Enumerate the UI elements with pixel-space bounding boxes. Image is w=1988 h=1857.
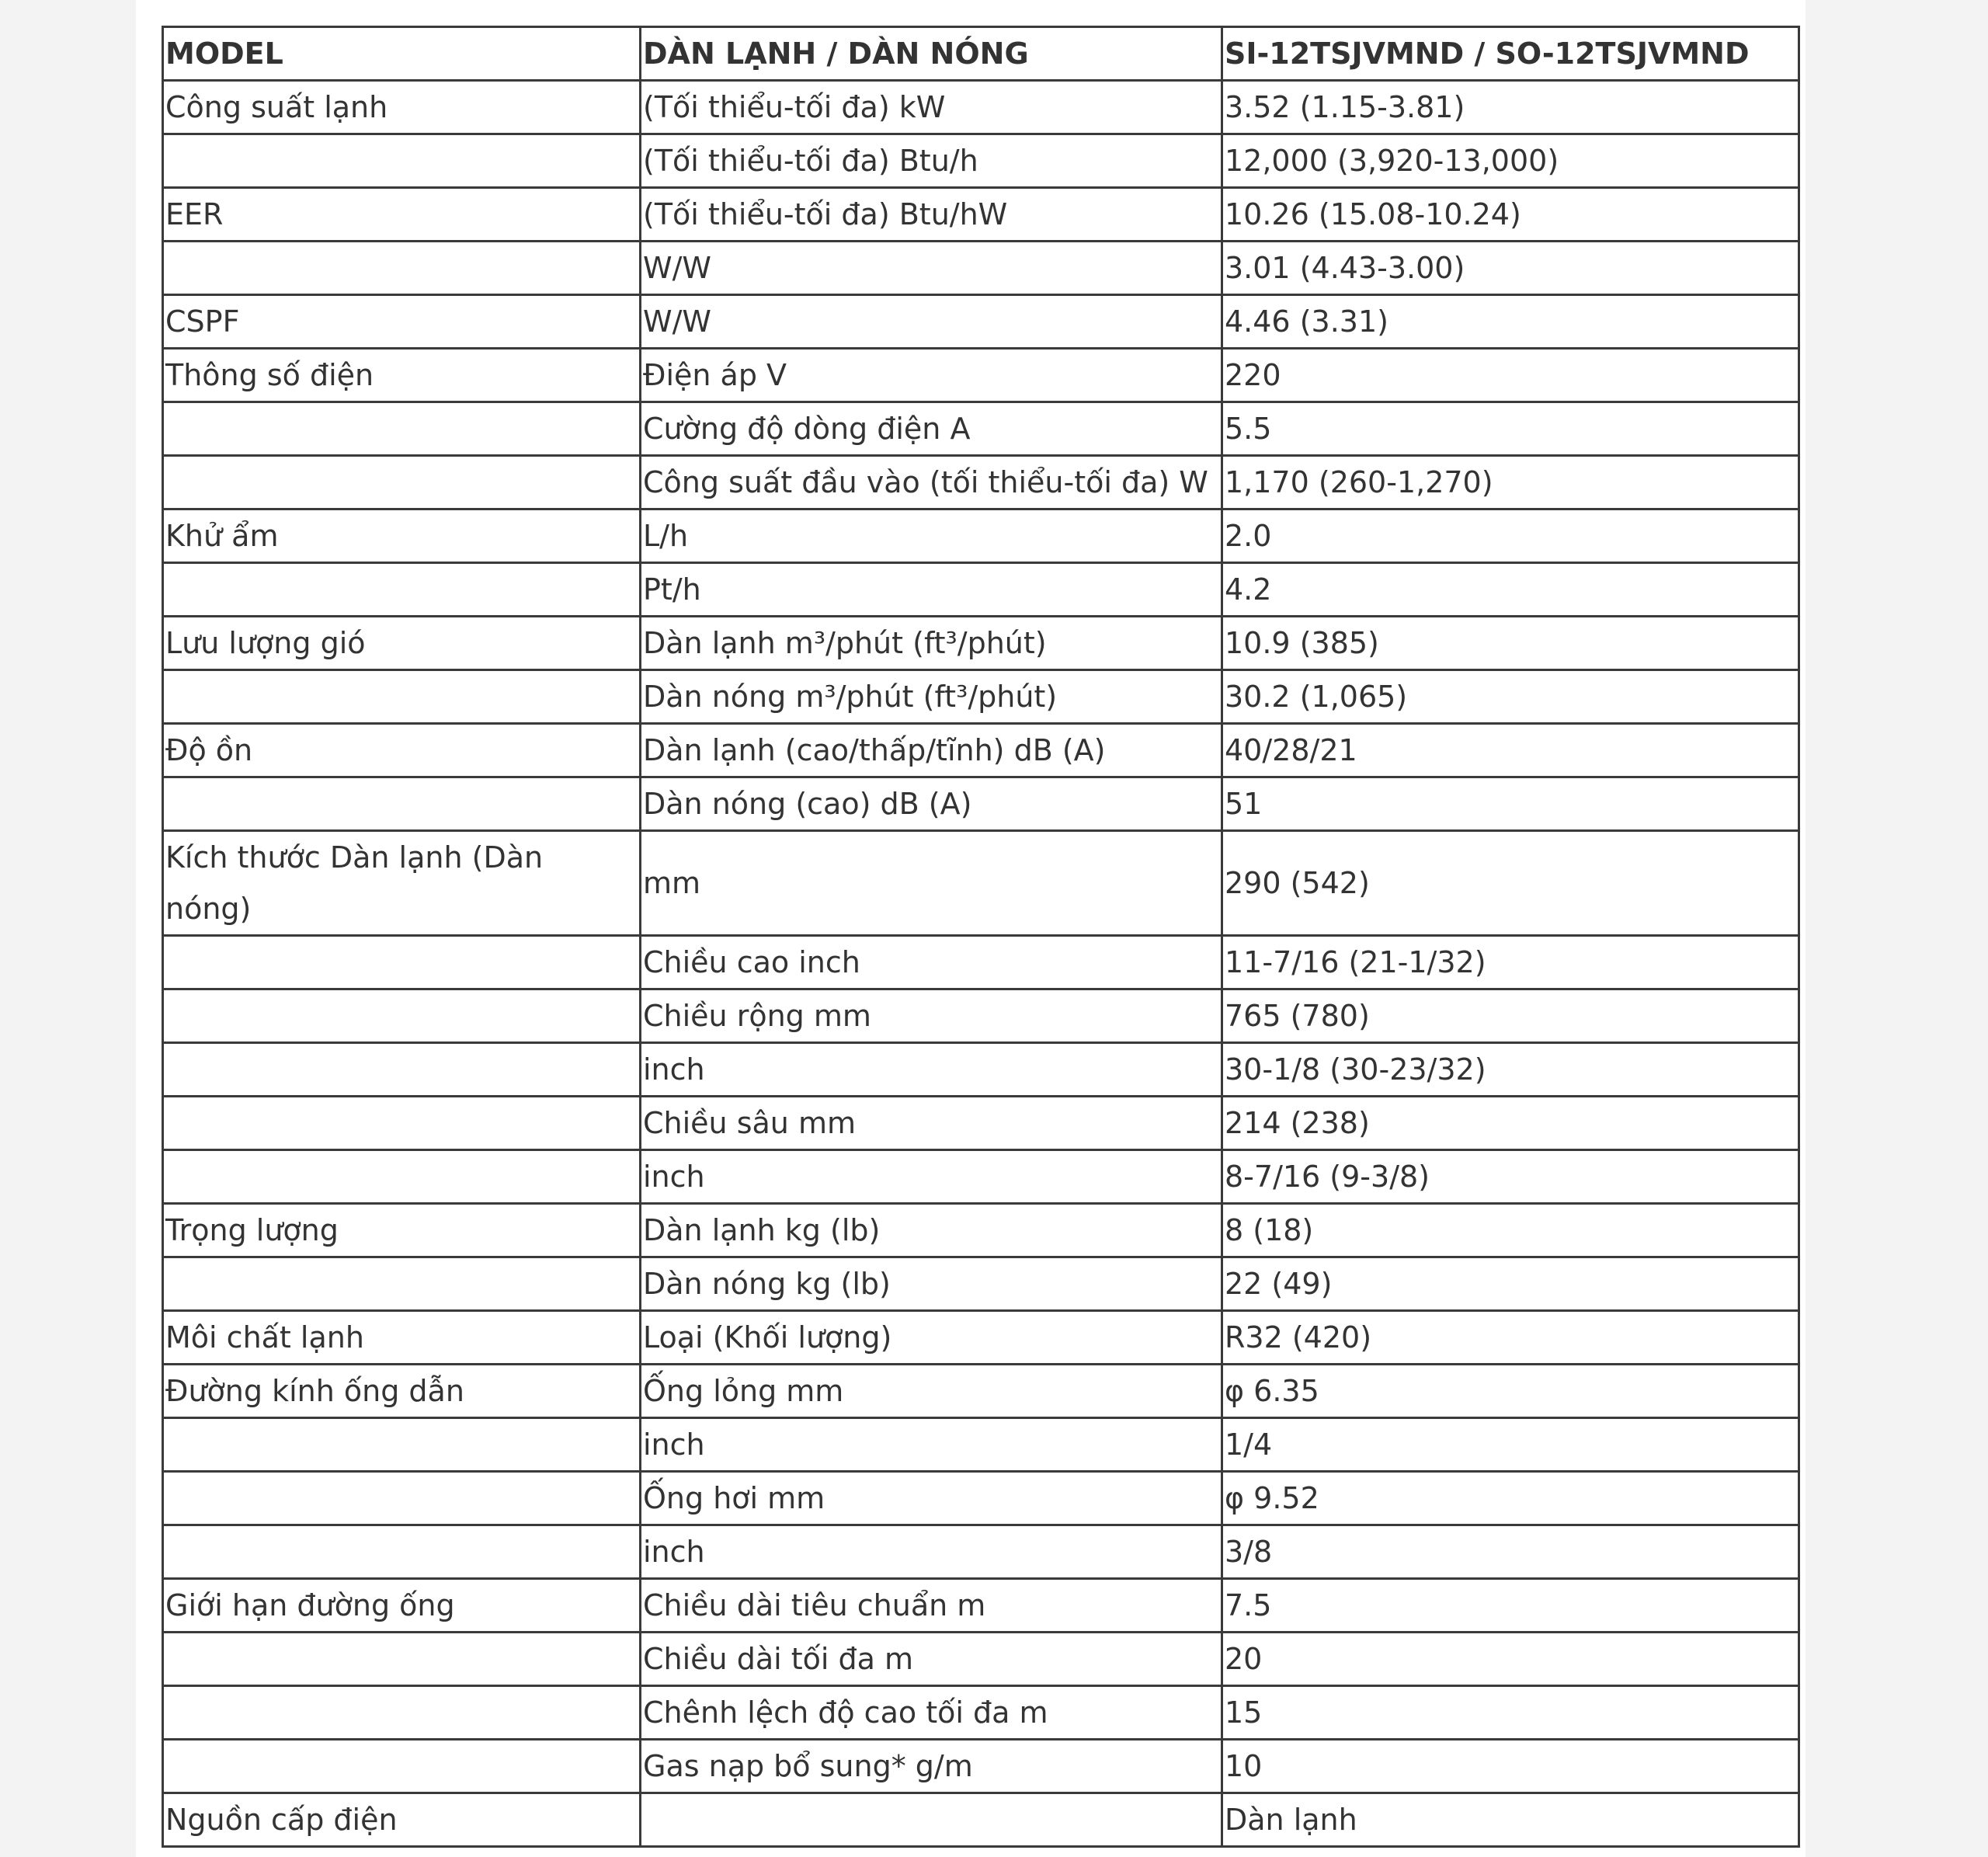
row-value: 30.2 (1,065) bbox=[1222, 670, 1799, 724]
row-label: EER bbox=[163, 188, 641, 242]
table-row bbox=[163, 563, 1799, 617]
row-label: Độ ồn bbox=[163, 724, 641, 777]
row-unit: (Tối thiểu-tối đa) kW bbox=[641, 81, 1222, 134]
table-row bbox=[163, 1097, 1799, 1150]
row-value: R32 (420) bbox=[1222, 1311, 1799, 1365]
header-model-number: SI-12TSJVMND / SO-12TSJVMND bbox=[1222, 27, 1799, 81]
row-unit: Công suất đầu vào (tối thiểu-tối đa) W bbox=[641, 456, 1222, 509]
row-value: 2.0 bbox=[1222, 509, 1799, 563]
row-value: 3/8 bbox=[1222, 1525, 1799, 1579]
row-unit: Chiều cao inch bbox=[641, 936, 1222, 989]
table-row bbox=[163, 1418, 1799, 1472]
row-value: 214 (238) bbox=[1222, 1097, 1799, 1150]
table-row bbox=[163, 349, 1799, 402]
row-label bbox=[163, 989, 641, 1043]
table-row bbox=[163, 617, 1799, 670]
row-value: 22 (49) bbox=[1222, 1257, 1799, 1311]
row-value: Dàn lạnh bbox=[1222, 1793, 1799, 1847]
row-value: 4.2 bbox=[1222, 563, 1799, 617]
row-unit: inch bbox=[641, 1525, 1222, 1579]
row-value: φ 6.35 bbox=[1222, 1365, 1799, 1418]
row-label bbox=[163, 1740, 641, 1793]
header-model: MODEL bbox=[163, 27, 641, 81]
row-label: Thông số điện bbox=[163, 349, 641, 402]
table-row bbox=[163, 1633, 1799, 1686]
table-row bbox=[163, 1311, 1799, 1365]
row-label bbox=[163, 670, 641, 724]
row-label: CSPF bbox=[163, 295, 641, 349]
table-row bbox=[163, 1257, 1799, 1311]
row-unit: Chiều sâu mm bbox=[641, 1097, 1222, 1150]
table-row bbox=[163, 1579, 1799, 1633]
row-unit: (Tối thiểu-tối đa) Btu/hW bbox=[641, 188, 1222, 242]
table-row bbox=[163, 188, 1799, 242]
row-value: 3.01 (4.43-3.00) bbox=[1222, 242, 1799, 295]
row-value: 1/4 bbox=[1222, 1418, 1799, 1472]
row-value: φ 9.52 bbox=[1222, 1472, 1799, 1525]
row-value: 3.52 (1.15-3.81) bbox=[1222, 81, 1799, 134]
row-label bbox=[163, 936, 641, 989]
table-row bbox=[163, 1793, 1799, 1847]
row-value: 51 bbox=[1222, 777, 1799, 831]
row-label bbox=[163, 1097, 641, 1150]
row-label bbox=[163, 134, 641, 188]
row-label: Trọng lượng bbox=[163, 1204, 641, 1257]
row-value: 15 bbox=[1222, 1686, 1799, 1740]
row-value: 220 bbox=[1222, 349, 1799, 402]
row-value: 765 (780) bbox=[1222, 989, 1799, 1043]
row-value: 30-1/8 (30-23/32) bbox=[1222, 1043, 1799, 1097]
row-unit: Dàn lạnh m³/phút (ft³/phút) bbox=[641, 617, 1222, 670]
row-unit: Chênh lệch độ cao tối đa m bbox=[641, 1686, 1222, 1740]
row-unit: Dàn lạnh (cao/thấp/tĩnh) dB (A) bbox=[641, 724, 1222, 777]
row-value: 12,000 (3,920-13,000) bbox=[1222, 134, 1799, 188]
table-row bbox=[163, 134, 1799, 188]
row-label: Giới hạn đường ống bbox=[163, 1579, 641, 1633]
row-unit: W/W bbox=[641, 295, 1222, 349]
table-header-row bbox=[163, 27, 1799, 81]
row-unit: L/h bbox=[641, 509, 1222, 563]
row-unit: Ống hơi mm bbox=[641, 1472, 1222, 1525]
row-unit: inch bbox=[641, 1150, 1222, 1204]
table-row bbox=[163, 402, 1799, 456]
row-label bbox=[163, 402, 641, 456]
row-label bbox=[163, 1257, 641, 1311]
row-unit: Chiều dài tiêu chuẩn m bbox=[641, 1579, 1222, 1633]
table-row bbox=[163, 456, 1799, 509]
row-unit: Cường độ dòng điện A bbox=[641, 402, 1222, 456]
table-row bbox=[163, 1472, 1799, 1525]
row-label: Lưu lượng gió bbox=[163, 617, 641, 670]
row-label bbox=[163, 1150, 641, 1204]
row-label bbox=[163, 1418, 641, 1472]
table-row bbox=[163, 242, 1799, 295]
table-row bbox=[163, 936, 1799, 989]
row-unit: inch bbox=[641, 1418, 1222, 1472]
row-value: 10.9 (385) bbox=[1222, 617, 1799, 670]
row-unit: Chiều rộng mm bbox=[641, 989, 1222, 1043]
row-label bbox=[163, 777, 641, 831]
row-value: 8 (18) bbox=[1222, 1204, 1799, 1257]
row-label bbox=[163, 1472, 641, 1525]
table-row bbox=[163, 1686, 1799, 1740]
row-unit: Chiều dài tối đa m bbox=[641, 1633, 1222, 1686]
table-row bbox=[163, 831, 1799, 936]
row-unit: Ống lỏng mm bbox=[641, 1365, 1222, 1418]
row-value: 10 bbox=[1222, 1740, 1799, 1793]
row-label bbox=[163, 1043, 641, 1097]
row-unit: Điện áp V bbox=[641, 349, 1222, 402]
table-row bbox=[163, 1525, 1799, 1579]
row-value: 5.5 bbox=[1222, 402, 1799, 456]
row-unit: Dàn lạnh kg (lb) bbox=[641, 1204, 1222, 1257]
table-row bbox=[163, 1043, 1799, 1097]
row-unit: mm bbox=[641, 831, 1222, 936]
row-value: 11-7/16 (21-1/32) bbox=[1222, 936, 1799, 989]
header-unit: DÀN LẠNH / DÀN NÓNG bbox=[641, 27, 1222, 81]
row-label bbox=[163, 242, 641, 295]
row-unit: Pt/h bbox=[641, 563, 1222, 617]
table-row bbox=[163, 509, 1799, 563]
row-value: 20 bbox=[1222, 1633, 1799, 1686]
row-unit: Loại (Khối lượng) bbox=[641, 1311, 1222, 1365]
row-unit: Dàn nóng (cao) dB (A) bbox=[641, 777, 1222, 831]
row-label bbox=[163, 563, 641, 617]
spec-table bbox=[162, 26, 1800, 1848]
row-unit bbox=[641, 1793, 1222, 1847]
table-row bbox=[163, 1740, 1799, 1793]
table-row bbox=[163, 670, 1799, 724]
row-value: 40/28/21 bbox=[1222, 724, 1799, 777]
table-row bbox=[163, 295, 1799, 349]
row-unit: Dàn nóng kg (lb) bbox=[641, 1257, 1222, 1311]
row-value: 4.46 (3.31) bbox=[1222, 295, 1799, 349]
row-label: Nguồn cấp điện bbox=[163, 1793, 641, 1847]
row-label: Kích thước Dàn lạnh (Dàn nóng) bbox=[163, 831, 641, 936]
row-value: 1,170 (260-1,270) bbox=[1222, 456, 1799, 509]
row-label bbox=[163, 1686, 641, 1740]
row-unit: (Tối thiểu-tối đa) Btu/h bbox=[641, 134, 1222, 188]
row-label bbox=[163, 1525, 641, 1579]
row-value: 7.5 bbox=[1222, 1579, 1799, 1633]
table-row bbox=[163, 81, 1799, 134]
table-row bbox=[163, 724, 1799, 777]
row-unit: W/W bbox=[641, 242, 1222, 295]
row-value: 8-7/16 (9-3/8) bbox=[1222, 1150, 1799, 1204]
row-label bbox=[163, 456, 641, 509]
row-unit: Dàn nóng m³/phút (ft³/phút) bbox=[641, 670, 1222, 724]
row-label: Đường kính ống dẫn bbox=[163, 1365, 641, 1418]
table-row bbox=[163, 989, 1799, 1043]
row-label bbox=[163, 1633, 641, 1686]
table-row bbox=[163, 1204, 1799, 1257]
row-unit: inch bbox=[641, 1043, 1222, 1097]
row-label: Công suất lạnh bbox=[163, 81, 641, 134]
row-value: 290 (542) bbox=[1222, 831, 1799, 936]
table-row bbox=[163, 1365, 1799, 1418]
table-row bbox=[163, 1150, 1799, 1204]
row-label: Môi chất lạnh bbox=[163, 1311, 641, 1365]
row-label: Khử ẩm bbox=[163, 509, 641, 563]
table-row bbox=[163, 777, 1799, 831]
row-value: 10.26 (15.08-10.24) bbox=[1222, 188, 1799, 242]
row-unit: Gas nạp bổ sung* g/m bbox=[641, 1740, 1222, 1793]
